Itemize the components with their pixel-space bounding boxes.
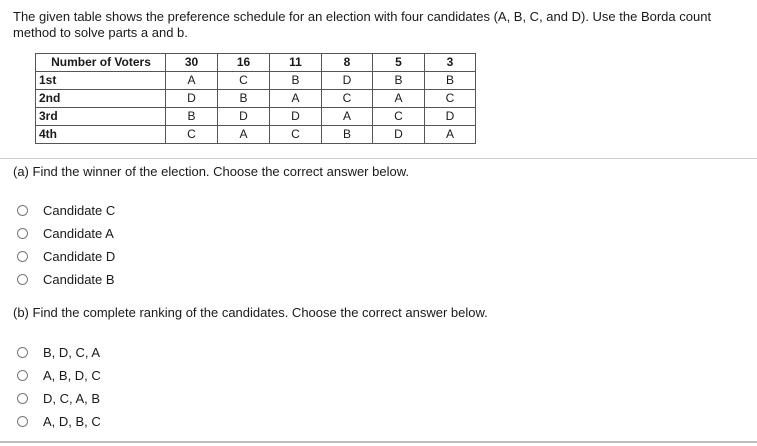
radio-button[interactable] bbox=[17, 205, 28, 216]
option-label: Candidate A bbox=[43, 226, 114, 241]
option-label: A, D, B, C bbox=[43, 414, 101, 429]
table-cell: A bbox=[166, 72, 218, 90]
voters-cell: 11 bbox=[270, 54, 322, 72]
option-label: Candidate D bbox=[43, 249, 116, 264]
table-cell: B bbox=[166, 108, 218, 126]
table-cell: C bbox=[425, 90, 476, 108]
radio-button[interactable] bbox=[17, 228, 28, 239]
header-label: Number of Voters bbox=[36, 54, 166, 72]
table-cell: C bbox=[166, 126, 218, 144]
table-cell: D bbox=[322, 72, 373, 90]
option-label: Candidate B bbox=[43, 272, 115, 287]
radio-button[interactable] bbox=[17, 416, 28, 427]
voters-cell: 30 bbox=[166, 54, 218, 72]
table-cell: D bbox=[373, 126, 425, 144]
radio-button[interactable] bbox=[17, 347, 28, 358]
table-cell: B bbox=[425, 72, 476, 90]
radio-button[interactable] bbox=[17, 251, 28, 262]
table-cell: C bbox=[218, 72, 270, 90]
part-a-question: (a) Find the winner of the election. Choose the correct answer below. bbox=[13, 164, 409, 179]
table-row bbox=[36, 126, 476, 144]
part-a-options bbox=[17, 199, 115, 291]
radio-button[interactable] bbox=[17, 370, 28, 381]
table-cell: D bbox=[166, 90, 218, 108]
rank-label: 3rd bbox=[36, 108, 166, 126]
part-b-option-1[interactable] bbox=[17, 341, 101, 364]
radio-button[interactable] bbox=[17, 274, 28, 285]
part-b-option-3[interactable] bbox=[17, 387, 101, 410]
rank-label: 4th bbox=[36, 126, 166, 144]
table-cell: A bbox=[322, 108, 373, 126]
intro-text: The given table shows the preference schedule for an election with four candidates (A, B, C, and D). Use the Borda count method to solve parts a and b. bbox=[13, 9, 712, 40]
table-cell: A bbox=[425, 126, 476, 144]
option-label: B, D, C, A bbox=[43, 345, 101, 360]
table-cell: C bbox=[322, 90, 373, 108]
table-row bbox=[36, 72, 476, 90]
table-cell: D bbox=[270, 108, 322, 126]
part-a-option-candidate-d[interactable] bbox=[17, 245, 115, 268]
preference-schedule-table bbox=[35, 53, 476, 144]
voters-cell: 3 bbox=[425, 54, 476, 72]
radio-button[interactable] bbox=[17, 393, 28, 404]
voters-cell: 16 bbox=[218, 54, 270, 72]
table-cell: B bbox=[322, 126, 373, 144]
rank-label: 1st bbox=[36, 72, 166, 90]
table-cell: B bbox=[270, 72, 322, 90]
table-cell: A bbox=[218, 126, 270, 144]
voters-cell: 5 bbox=[373, 54, 425, 72]
table-cell: A bbox=[270, 90, 322, 108]
divider bbox=[0, 158, 757, 159]
option-label: Candidate C bbox=[43, 203, 116, 218]
table-cell: D bbox=[218, 108, 270, 126]
table-row bbox=[36, 90, 476, 108]
rank-label: 2nd bbox=[36, 90, 166, 108]
part-a-option-candidate-a[interactable] bbox=[17, 222, 115, 245]
part-b-option-4[interactable] bbox=[17, 410, 101, 433]
voters-cell: 8 bbox=[322, 54, 373, 72]
bottom-divider bbox=[0, 441, 757, 443]
table-cell: A bbox=[373, 90, 425, 108]
part-b-question: (b) Find the complete ranking of the candidates. Choose the correct answer below. bbox=[13, 305, 488, 320]
option-label: A, B, D, C bbox=[43, 368, 101, 383]
table-cell: B bbox=[373, 72, 425, 90]
table-row bbox=[36, 108, 476, 126]
table-header-row bbox=[36, 54, 476, 72]
table-cell: C bbox=[373, 108, 425, 126]
table-cell: C bbox=[270, 126, 322, 144]
part-a-option-candidate-c[interactable] bbox=[17, 199, 115, 222]
part-b-option-2[interactable] bbox=[17, 364, 101, 387]
part-a-option-candidate-b[interactable] bbox=[17, 268, 115, 291]
part-b-options bbox=[17, 341, 101, 433]
option-label: D, C, A, B bbox=[43, 391, 101, 406]
table-cell: B bbox=[218, 90, 270, 108]
table-cell: D bbox=[425, 108, 476, 126]
